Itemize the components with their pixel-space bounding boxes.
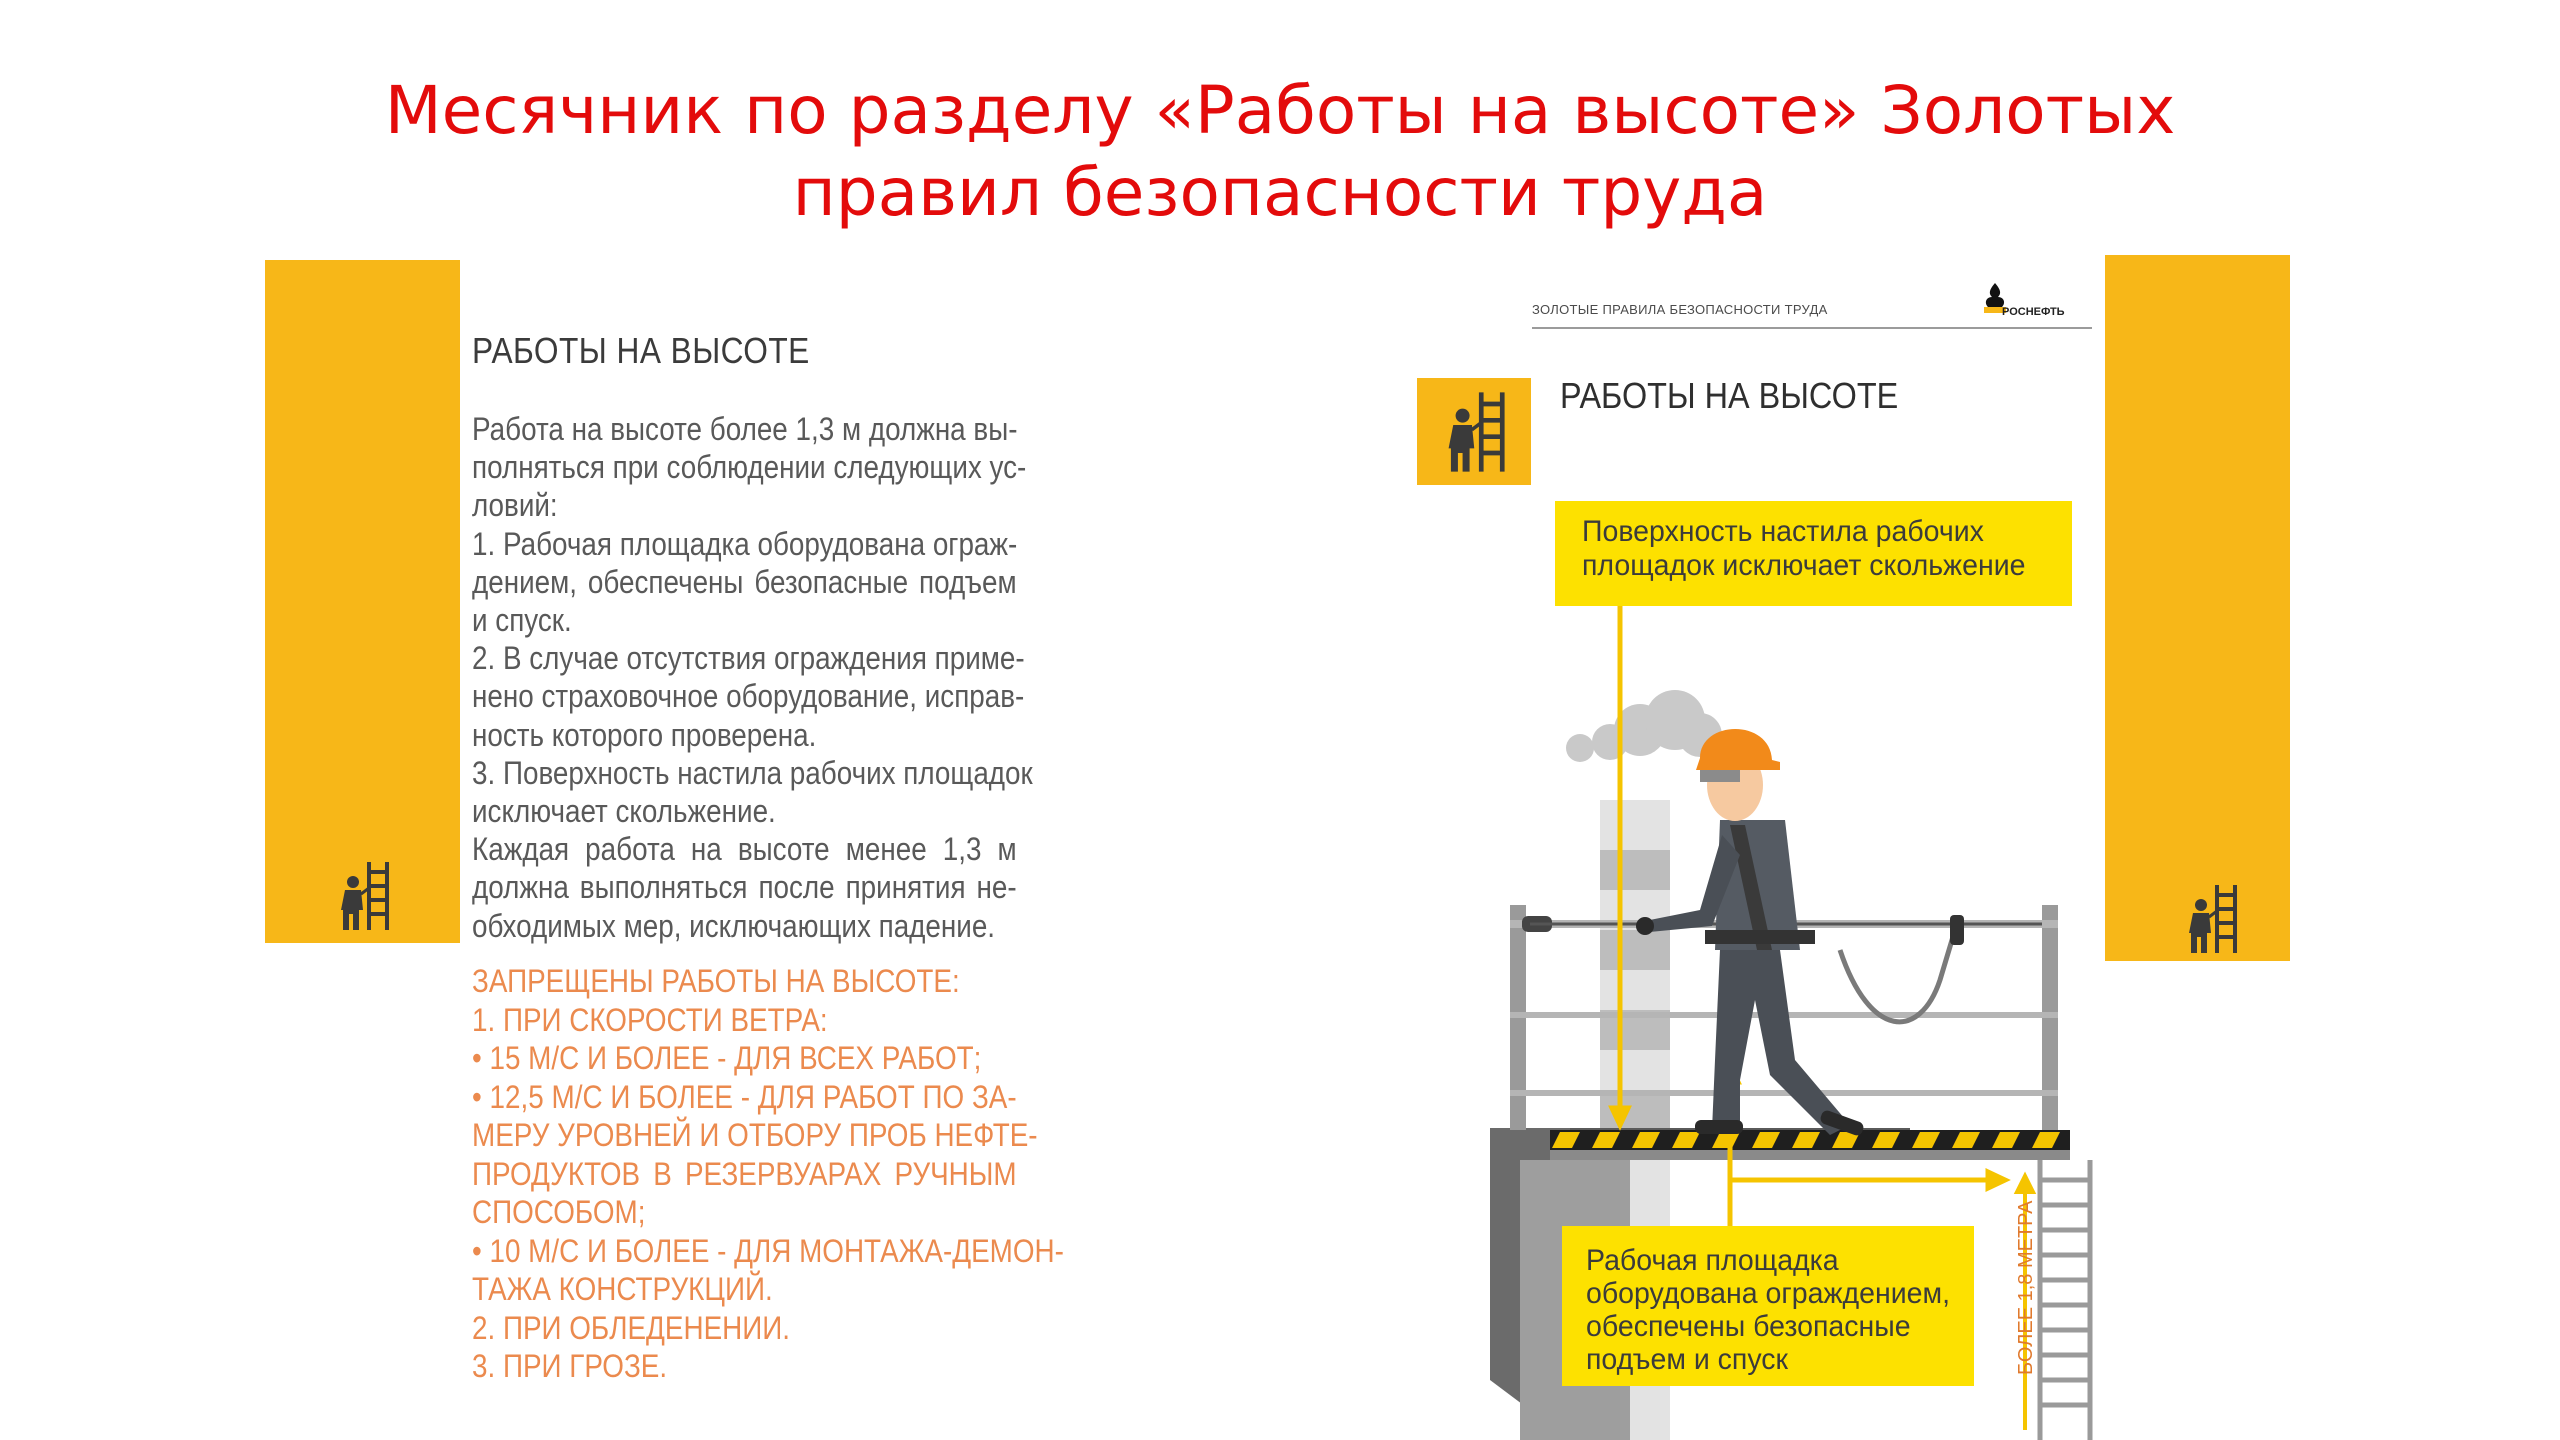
body-line: 3. Поверхность настила рабочих площадок bbox=[472, 754, 1033, 791]
ladder-worker-icon bbox=[2185, 883, 2240, 955]
forbidden-line: • 15 М/С И БОЛЕЕ - ДЛЯ ВСЕХ РАБОТ; bbox=[472, 1040, 982, 1076]
rosneft-logo-text: РОСНЕФТЬ bbox=[2002, 306, 2065, 318]
poster-header-text: ЗОЛОТЫЕ ПРАВИЛА БЕЗОПАСНОСТИ ТРУДА bbox=[1532, 302, 1828, 317]
access-ladder bbox=[2040, 1160, 2090, 1440]
callout-line: подъем и спуск bbox=[1586, 1343, 1789, 1376]
ladder-worker-icon bbox=[337, 860, 392, 932]
slide-title-line2: правил безопасности труда bbox=[792, 154, 1768, 231]
height-label-text: БОЛЕЕ 1,8 МЕТРА bbox=[2015, 1200, 2037, 1375]
body-line: исключает скольжение. bbox=[472, 793, 776, 830]
body-line: нено страховочное оборудование, исправ- bbox=[472, 678, 1025, 715]
slide-title bbox=[0, 70, 2560, 234]
platform-deck bbox=[1550, 1130, 2070, 1160]
body-line: Каждая работа на высоте менее 1,3 м bbox=[472, 831, 1017, 868]
forbidden-line: МЕРУ УРОВНЕЙ И ОТБОРУ ПРОБ НЕФТЕ- bbox=[472, 1117, 1038, 1153]
body-line: полняться при соблюдении следующих ус- bbox=[472, 449, 1027, 486]
body-line: Работа на высоте более 1,3 м должна вы- bbox=[472, 411, 1018, 447]
body-line: и спуск. bbox=[472, 602, 572, 639]
body-line: ловий: bbox=[472, 487, 558, 524]
forbidden-line: • 10 М/С И БОЛЕЕ - ДЛЯ МОНТАЖА-ДЕМОН- bbox=[472, 1232, 1064, 1269]
callout-line: Поверхность настила рабочих bbox=[1582, 515, 1984, 548]
ladder-worker-icon bbox=[1443, 390, 1509, 474]
body-line: обходимых мер, исключающих падение. bbox=[472, 907, 996, 944]
worker-figure bbox=[1636, 729, 1964, 1137]
forbidden-line: ТАЖА КОНСТРУКЦИЙ. bbox=[472, 1271, 773, 1307]
forbidden-line: СПОСОБОМ; bbox=[472, 1194, 646, 1230]
forbidden-line: ЗАПРЕЩЕНЫ РАБОТЫ НА ВЫСОТЕ: bbox=[472, 963, 960, 999]
left-body-text bbox=[472, 410, 1033, 945]
callout-line: площадок исключает скольжение bbox=[1582, 549, 2026, 582]
callout-line: Рабочая площадка bbox=[1586, 1244, 1839, 1277]
forbidden-line: ПРОДУКТОВ В РЕЗЕРВУАРАХ РУЧНЫМ bbox=[472, 1155, 1017, 1192]
forbidden-line: • 12,5 М/С И БОЛЕЕ - ДЛЯ РАБОТ ПО ЗА- bbox=[472, 1078, 1017, 1115]
body-line: 2. В случае отсутствия ограждения приме- bbox=[472, 640, 1025, 677]
forbidden-line: 2. ПРИ ОБЛЕДЕНЕНИИ. bbox=[472, 1309, 790, 1346]
smoke-cloud bbox=[1566, 690, 1722, 762]
left-yellow-bar bbox=[265, 260, 460, 943]
body-line: ность которого проверена. bbox=[472, 716, 817, 753]
forbidden-line: 1. ПРИ СКОРОСТИ ВЕТРА: bbox=[472, 1001, 828, 1038]
right-yellow-bar bbox=[2105, 255, 2290, 961]
callout-line: оборудована ограждением, bbox=[1586, 1277, 1951, 1310]
left-heading: РАБОТЫ НА ВЫСОТЕ bbox=[472, 330, 810, 371]
body-line: дением, обеспечены безопасные подъем bbox=[472, 563, 1017, 600]
poster-icon-box bbox=[1417, 378, 1531, 485]
height-label bbox=[2004, 1180, 2044, 1380]
callout-platform-fenced bbox=[1562, 1226, 1974, 1386]
body-line: 1. Рабочая площадка оборудована ограж- bbox=[472, 525, 1018, 562]
poster-heading: РАБОТЫ НА ВЫСОТЕ bbox=[1560, 375, 1899, 416]
callout-surface-nonslip bbox=[1555, 501, 2072, 606]
slide-title-line1: Месячник по разделу «Работы на высоте» Золотых bbox=[384, 72, 2176, 149]
forbidden-list bbox=[472, 962, 1064, 1386]
callout-line: обеспечены безопасные bbox=[1586, 1310, 1911, 1343]
poster-header-divider bbox=[1532, 327, 2092, 329]
forbidden-line: 3. ПРИ ГРОЗЕ. bbox=[472, 1348, 668, 1384]
body-line: должна выполняться после принятия не- bbox=[472, 869, 1017, 906]
